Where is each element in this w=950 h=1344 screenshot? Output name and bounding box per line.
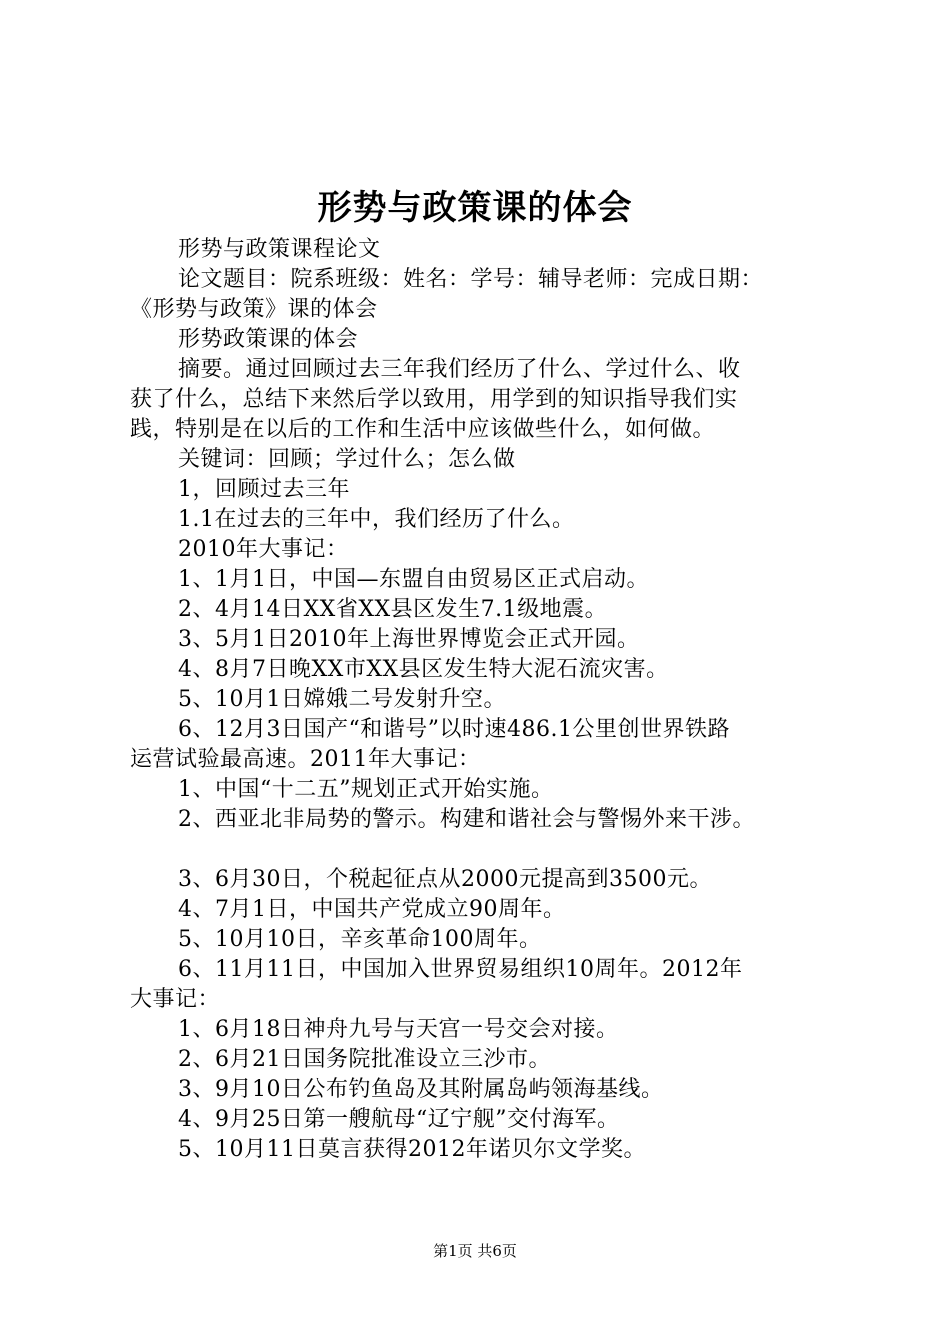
document-body <box>130 235 835 1165</box>
event-item: 5、10月10日，辛亥革命100周年。 <box>178 927 542 952</box>
abstract-line: 获了什么，总结下来然后学以致用，用学到的知识指导我们实 <box>130 387 738 412</box>
event-item: 4、9月25日第一艘航母“辽宁舰”交付海军。 <box>178 1107 620 1132</box>
page-footer: 第1页 共6页 <box>433 1242 517 1260</box>
abstract-line: 践，特别是在以后的工作和生活中应该做些什么，如何做。 <box>130 417 716 442</box>
event-item: 2、西亚北非局势的警示。构建和谐社会与警惕外来干涉。 <box>178 807 755 832</box>
subsection-heading: 1.1在过去的三年中，我们经历了什么。 <box>178 507 575 532</box>
event-item: 5、10月11日莫言获得2012年诺贝尔文学奖。 <box>178 1137 646 1162</box>
year-heading: 2010年大事记： <box>178 537 349 562</box>
event-item: 2、4月14日XX省XX县区发生7.1级地震。 <box>178 597 608 622</box>
event-item: 6、11月11日，中国加入世界贸易组织10周年。2012年 <box>178 957 743 982</box>
event-item: 4、7月1日，中国共产党成立90周年。 <box>178 897 566 922</box>
keywords-line: 关键词：回顾；学过什么；怎么做 <box>178 447 516 472</box>
abstract-line: 摘要。通过回顾过去三年我们经历了什么、学过什么、收 <box>178 357 741 382</box>
blank-line <box>130 835 835 865</box>
event-item-continued: 运营试验最高速。2011年大事记： <box>130 747 481 772</box>
event-item: 1、1月1日，中国—东盟自由贸易区正式启动。 <box>178 567 649 592</box>
event-item-continued: 大事记： <box>130 987 221 1012</box>
event-item: 3、9月10日公布钓鱼岛及其附属岛屿领海基线。 <box>178 1077 664 1102</box>
section-heading: 1，回顾过去三年 <box>178 477 350 502</box>
event-item: 3、5月1日2010年上海世界博览会正式开园。 <box>178 627 640 652</box>
event-item: 4、8月7日晚XX市XX县区发生特大泥石流灾害。 <box>178 657 669 682</box>
document-title: 形势与政策课的体会 <box>317 188 633 228</box>
paragraph-line: 《形势与政策》课的体会 <box>130 297 378 322</box>
paragraph-line: 形势政策课的体会 <box>178 327 359 352</box>
paragraph-line: 论文题目：院系班级：姓名：学号：辅导老师：完成日期： <box>178 267 764 292</box>
paragraph-line: 形势与政策课程论文 <box>178 237 381 262</box>
event-item: 2、6月21日国务院批准设立三沙市。 <box>178 1047 551 1072</box>
event-item: 1、中国“十二五”规划正式开始实施。 <box>178 777 554 802</box>
event-item: 5、10月1日嫦娥二号发射升空。 <box>178 687 506 712</box>
event-item: 6、12月3日国产“和谐号”以时速486.1公里创世界铁路 <box>178 717 730 742</box>
event-item: 1、6月18日神舟九号与天宫一号交会对接。 <box>178 1017 619 1042</box>
event-item: 3、6月30日，个税起征点从2000元提高到3500元。 <box>178 867 712 892</box>
